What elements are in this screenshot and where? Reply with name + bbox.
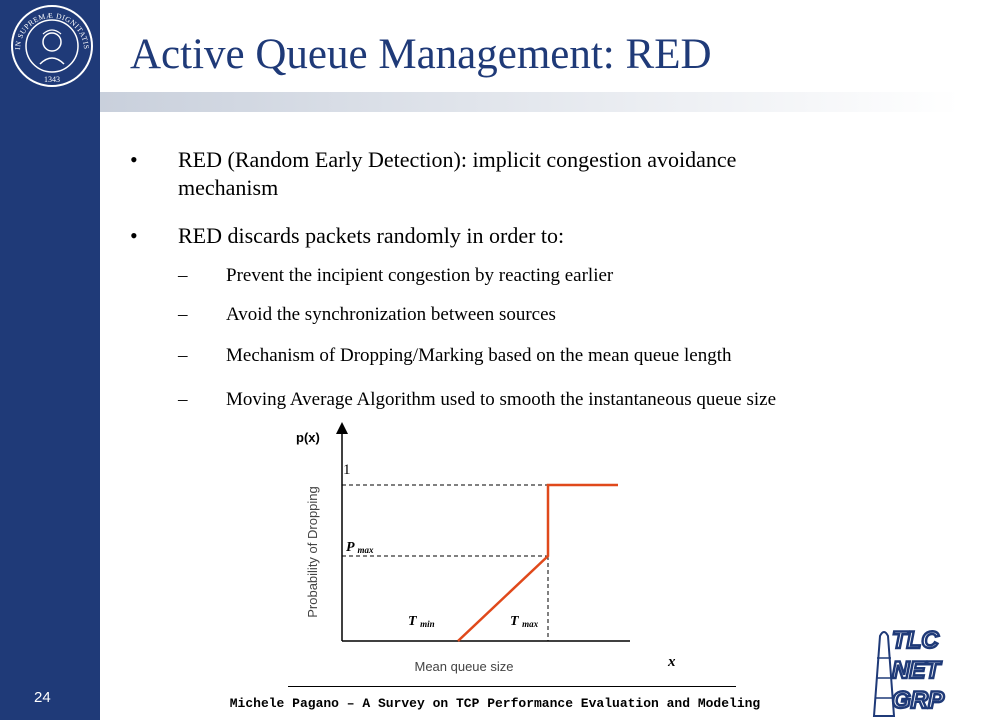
label-one: 1 bbox=[343, 462, 351, 478]
sidebar-band bbox=[0, 0, 100, 720]
bullet-line: mechanism bbox=[178, 175, 279, 200]
drop-probability-curve bbox=[458, 485, 618, 641]
footer-divider bbox=[288, 686, 736, 687]
footer-text: Michele Pagano – A Survey on TCP Performance Evaluation and Modeling bbox=[229, 696, 761, 711]
sub-bullet-text: Mechanism of Dropping/Marking based on the mean queue length bbox=[226, 345, 732, 366]
logo-text: TLC bbox=[892, 627, 939, 654]
bullet-line: RED discards packets randomly in order to: bbox=[178, 223, 565, 248]
seal-year: 1343 bbox=[44, 75, 60, 84]
tlc-netgroup-logo bbox=[868, 622, 956, 718]
sub-bullet-marker: – bbox=[178, 345, 188, 366]
red-drop-probability-diagram bbox=[280, 420, 676, 682]
sub-bullet-marker: – bbox=[178, 304, 188, 325]
x-axis-title: Mean queue size bbox=[414, 659, 514, 674]
sub-bullet-marker: – bbox=[178, 389, 188, 410]
sub-bullet-text: Moving Average Algorithm used to smooth the instantaneous queue size bbox=[226, 389, 777, 410]
logo-text: GRP bbox=[892, 687, 945, 714]
logo-text: NET bbox=[892, 657, 940, 684]
sub-bullet-text: Prevent the incipient congestion by reacting earlier bbox=[226, 265, 614, 286]
label-pmax: P max bbox=[346, 540, 374, 555]
y-axis-label: p(x) bbox=[296, 430, 320, 445]
university-seal-logo bbox=[10, 4, 94, 88]
y-axis-title: Probability of Dropping bbox=[305, 486, 320, 618]
sub-bullet-text: Avoid the synchronization between sources bbox=[226, 304, 556, 325]
page-number: 24 bbox=[34, 689, 51, 706]
sub-bullet-marker: – bbox=[178, 265, 188, 286]
bullet-line: RED (Random Early Detection): implicit congestion avoidance bbox=[178, 147, 737, 172]
bullet-marker: • bbox=[130, 223, 138, 248]
seal-text: IN SUPREMÆ DIGNITATIS bbox=[12, 10, 92, 51]
x-axis-label: x bbox=[668, 654, 676, 670]
slide-title: Active Queue Management: RED bbox=[130, 31, 712, 78]
title-divider bbox=[100, 92, 960, 112]
label-tmax: T max bbox=[510, 614, 539, 629]
label-tmin: T min bbox=[408, 614, 435, 629]
bullet-marker: • bbox=[130, 147, 138, 172]
